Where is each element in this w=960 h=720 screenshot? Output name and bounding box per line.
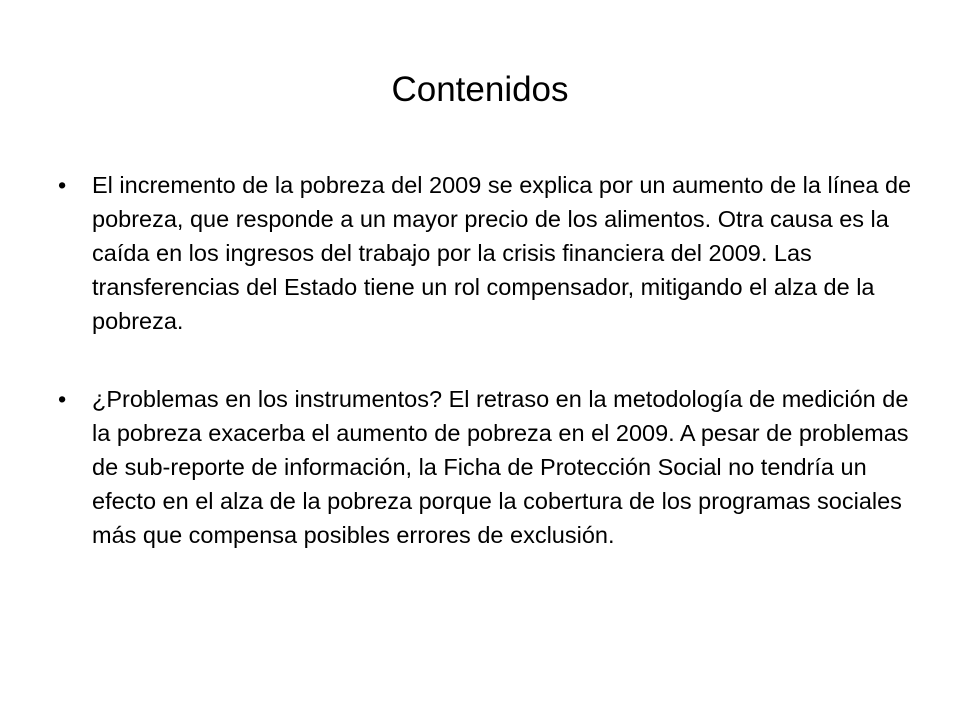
bullet-item-2 [58,382,918,552]
bullet-list [58,168,918,552]
bullet-dot-icon: • [58,386,67,412]
bullet-text-2: ¿Problemas en los instrumentos? El retraso en la metodología de medición de la pobreza exacerba el aumento de pobreza en el 2009. A pesar de problemas de sub-reporte de información, la Ficha de Protección Social no tendría un efecto en el alza de la pobreza porque la cobertura de los programas sociales más que compensa posibles errores de exclusión. [92,386,909,548]
bullet-text-1: El incremento de la pobreza del 2009 se explica por un aumento de la línea de pobreza, que responde a un mayor precio de los alimentos. Otra causa es la caída en los ingresos del trabajo por la crisis financiera del 2009. Las transferencias del Estado tiene un rol compensador, mitigando el alza de la pobreza. [92,172,912,334]
slide-title: Contenidos [391,70,569,109]
bullet-item-1 [58,168,918,338]
bullet-dot-icon: • [58,172,67,198]
